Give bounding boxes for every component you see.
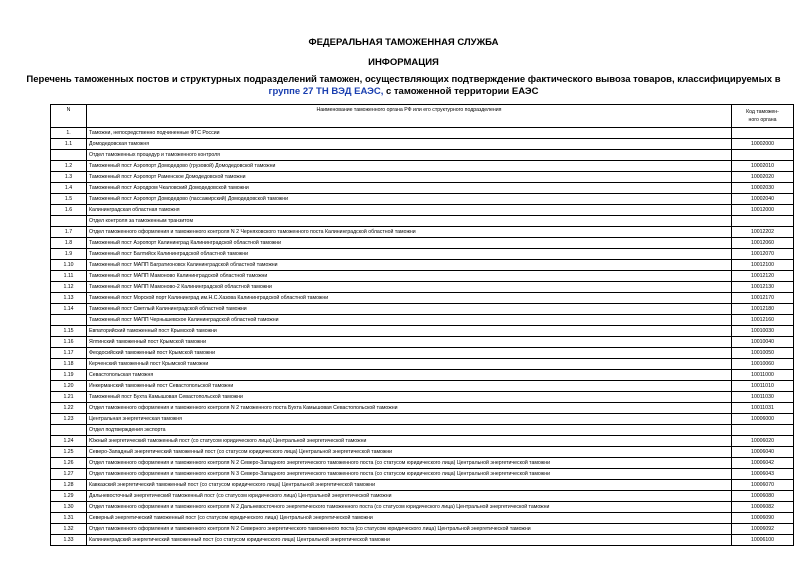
row-number: 1.33 bbox=[51, 535, 87, 546]
table-row bbox=[51, 150, 794, 161]
row-number: 1.31 bbox=[51, 513, 87, 524]
table-row bbox=[51, 293, 794, 304]
row-code: 10012130 bbox=[732, 282, 794, 293]
table-row bbox=[51, 392, 794, 403]
row-name: Таможни, непосредственно подчиненные ФТС России bbox=[87, 128, 732, 139]
row-number bbox=[51, 315, 87, 326]
row-number: 1.15 bbox=[51, 326, 87, 337]
row-name: Таможенный пост МАПП Мамоново-2 Калининградской областной таможни bbox=[87, 282, 732, 293]
row-code: 10006043 bbox=[732, 469, 794, 480]
row-code: 10011030 bbox=[732, 392, 794, 403]
tnved-group-link[interactable]: группе 27 ТН ВЭД ЕАЭС, bbox=[268, 86, 384, 97]
title-line-1: Перечень таможенных постов и структурных подразделений таможен, осуществляющих подтверждение фактического вывоза товаров, классифицируемых в bbox=[26, 74, 781, 85]
row-name: Отдел контроля за таможенным транзитом bbox=[87, 216, 732, 227]
row-name: Таможенный пост Аэропорт Калининград Калининградской областной таможни bbox=[87, 238, 732, 249]
row-name: Таможенный пост Аэропорт Домодедово (пассажирский) Домодедовской таможни bbox=[87, 194, 732, 205]
row-code: 10012000 bbox=[732, 205, 794, 216]
row-name: Евпаторийский таможенный пост Крымской таможни bbox=[87, 326, 732, 337]
row-number: 1.18 bbox=[51, 359, 87, 370]
row-code: 10010050 bbox=[732, 348, 794, 359]
row-number: 1.11 bbox=[51, 271, 87, 282]
table-row bbox=[51, 491, 794, 502]
table-row bbox=[51, 480, 794, 491]
row-code: 10006080 bbox=[732, 491, 794, 502]
row-name: Таможенный пост Светлый Калининградской областной таможни bbox=[87, 304, 732, 315]
table-row bbox=[51, 513, 794, 524]
row-number: 1.1 bbox=[51, 139, 87, 150]
table-row bbox=[51, 271, 794, 282]
table-row bbox=[51, 172, 794, 183]
row-number: 1.29 bbox=[51, 491, 87, 502]
row-number bbox=[51, 216, 87, 227]
row-code: 10002030 bbox=[732, 183, 794, 194]
row-code: 10002010 bbox=[732, 161, 794, 172]
table-row bbox=[51, 337, 794, 348]
row-code: 10012180 bbox=[732, 304, 794, 315]
row-number: 1.25 bbox=[51, 447, 87, 458]
row-code: 10012120 bbox=[732, 271, 794, 282]
row-name: Инкерманский таможенный пост Севастопольской таможни bbox=[87, 381, 732, 392]
row-number: 1.32 bbox=[51, 524, 87, 535]
table-row bbox=[51, 535, 794, 546]
info-heading: ИНФОРМАЦИЯ bbox=[368, 57, 439, 68]
row-code: 10002020 bbox=[732, 172, 794, 183]
customs-table bbox=[50, 104, 794, 546]
row-number: 1.30 bbox=[51, 502, 87, 513]
row-code: 10011010 bbox=[732, 381, 794, 392]
table-row bbox=[51, 139, 794, 150]
row-code bbox=[732, 216, 794, 227]
row-name: Южный энергетический таможенный пост (со статусом юридического лица) Центральной энергетической таможни bbox=[87, 436, 732, 447]
row-code: 10012202 bbox=[732, 227, 794, 238]
row-code: 10012060 bbox=[732, 238, 794, 249]
table-row bbox=[51, 524, 794, 535]
row-name: Калининградская областная таможня bbox=[87, 205, 732, 216]
col-header-code bbox=[732, 105, 794, 128]
row-name: Центральная энергетическая таможня bbox=[87, 414, 732, 425]
row-name: Отдел таможенного оформления и таможенного контроля N 3 Северо-Западного энергетического таможенного поста (со статусом юридического лица) Центральной энергетической таможни bbox=[87, 469, 732, 480]
table-row bbox=[51, 403, 794, 414]
row-code: 10006090 bbox=[732, 513, 794, 524]
row-code: 10006092 bbox=[732, 524, 794, 535]
table-row bbox=[51, 370, 794, 381]
row-code: 10006020 bbox=[732, 436, 794, 447]
row-number: 1.14 bbox=[51, 304, 87, 315]
table-row bbox=[51, 205, 794, 216]
table-row bbox=[51, 315, 794, 326]
table-row bbox=[51, 128, 794, 139]
row-name: Отдел таможенного оформления и таможенного контроля N 2 Северного энергетического таможенного поста (со статусом юридического лица) Центральной энергетической таможни bbox=[87, 524, 732, 535]
title-line-2 bbox=[0, 86, 807, 97]
row-number: 1.20 bbox=[51, 381, 87, 392]
row-name: Отдел подтверждения экспорта bbox=[87, 425, 732, 436]
row-code: 10006070 bbox=[732, 480, 794, 491]
row-code bbox=[732, 425, 794, 436]
row-number: 1.23 bbox=[51, 414, 87, 425]
row-number: 1.26 bbox=[51, 458, 87, 469]
table-row bbox=[51, 282, 794, 293]
table-row bbox=[51, 183, 794, 194]
row-code: 10006082 bbox=[732, 502, 794, 513]
row-name: Керченский таможенный пост Крымской таможни bbox=[87, 359, 732, 370]
row-number: 1.2 bbox=[51, 161, 87, 172]
col-header-code-line: Код таможен- bbox=[746, 109, 779, 115]
row-name: Таможенный пост МАПП Мамоново Калининградской областной таможни bbox=[87, 271, 732, 282]
table-row bbox=[51, 447, 794, 458]
table-row bbox=[51, 436, 794, 447]
row-number: 1.16 bbox=[51, 337, 87, 348]
table-row bbox=[51, 304, 794, 315]
row-number: 1.12 bbox=[51, 282, 87, 293]
row-number bbox=[51, 425, 87, 436]
org-name: ФЕДЕРАЛЬНАЯ ТАМОЖЕННАЯ СЛУЖБА bbox=[308, 37, 499, 48]
row-name: Таможенный пост Аэродром Чкаловский Домодедовской таможни bbox=[87, 183, 732, 194]
row-number: 1.7 bbox=[51, 227, 87, 238]
table-row bbox=[51, 238, 794, 249]
table-row bbox=[51, 194, 794, 205]
row-number: 1.21 bbox=[51, 392, 87, 403]
col-header-code-line: ного органа bbox=[748, 117, 777, 123]
row-name: Отдел таможенного оформления и таможенного контроля N 2 Северо-Западного энергетического таможенного поста (со статусом юридического лица) Центральной энергетической таможни bbox=[87, 458, 732, 469]
row-name: Севастопольская таможня bbox=[87, 370, 732, 381]
row-name: Таможенный пост МАПП Чернышевское Калининградской областной таможни bbox=[87, 315, 732, 326]
row-number: 1.10 bbox=[51, 260, 87, 271]
row-code: 10011031 bbox=[732, 403, 794, 414]
table-row bbox=[51, 458, 794, 469]
row-code: 10011000 bbox=[732, 370, 794, 381]
table-row bbox=[51, 381, 794, 392]
row-code: 10002040 bbox=[732, 194, 794, 205]
row-number: 1.24 bbox=[51, 436, 87, 447]
table-row bbox=[51, 260, 794, 271]
row-number: 1.6 bbox=[51, 205, 87, 216]
row-code: 10006000 bbox=[732, 414, 794, 425]
table-row bbox=[51, 348, 794, 359]
row-number: 1.9 bbox=[51, 249, 87, 260]
table-row bbox=[51, 249, 794, 260]
row-number: 1.19 bbox=[51, 370, 87, 381]
row-code: 10006040 bbox=[732, 447, 794, 458]
table-row bbox=[51, 425, 794, 436]
row-name: Домодедовская таможня bbox=[87, 139, 732, 150]
table-row bbox=[51, 161, 794, 172]
row-code bbox=[732, 150, 794, 161]
row-name: Таможенный пост Аэропорт Домодедово (грузовой) Домодедовской таможни bbox=[87, 161, 732, 172]
row-number: 1.27 bbox=[51, 469, 87, 480]
row-number: 1.17 bbox=[51, 348, 87, 359]
row-number: 1.28 bbox=[51, 480, 87, 491]
row-name: Калининградский энергетический таможенный пост (со статусом юридического лица) Центральной энергетической таможни bbox=[87, 535, 732, 546]
row-code: 10006042 bbox=[732, 458, 794, 469]
row-name: Отдел таможенного оформления и таможенного контроля N 2 Черняховского таможенного поста Калининградской областной таможни bbox=[87, 227, 732, 238]
row-code: 10012160 bbox=[732, 315, 794, 326]
row-name: Отдел таможенных процедур и таможенного контроля bbox=[87, 150, 732, 161]
table-row bbox=[51, 469, 794, 480]
row-name: Северо-Западный энергетический таможенный пост (со статусом юридического лица) Центральной энергетической таможни bbox=[87, 447, 732, 458]
row-name: Таможенный пост Аэропорт Раменское Домодедовской таможни bbox=[87, 172, 732, 183]
row-code: 10010060 bbox=[732, 359, 794, 370]
row-name: Феодосийский таможенный пост Крымской таможни bbox=[87, 348, 732, 359]
table-row bbox=[51, 326, 794, 337]
row-code: 10002000 bbox=[732, 139, 794, 150]
row-code bbox=[732, 128, 794, 139]
row-name: Таможенный пост Балтийск Калининградской областной таможни bbox=[87, 249, 732, 260]
row-code: 10012070 bbox=[732, 249, 794, 260]
row-name: Отдел таможенного оформления и таможенного контроля N 2 таможенного поста Бухта Камышовая Севастопольской таможни bbox=[87, 403, 732, 414]
table-row bbox=[51, 359, 794, 370]
table-header-row bbox=[51, 105, 794, 128]
row-name: Таможенный пост МАПП Багратионовск Калининградской областной таможни bbox=[87, 260, 732, 271]
row-number bbox=[51, 150, 87, 161]
row-code: 10006100 bbox=[732, 535, 794, 546]
row-code: 10010030 bbox=[732, 326, 794, 337]
row-name: Ялтинский таможенный пост Крымской таможни bbox=[87, 337, 732, 348]
row-name: Таможенный пост Морской порт Калининград им.Н.С.Хазова Калининградской областной таможни bbox=[87, 293, 732, 304]
title-rest: с таможенной территории ЕАЭС bbox=[383, 86, 539, 97]
row-code: 10012170 bbox=[732, 293, 794, 304]
row-number: 1.3 bbox=[51, 172, 87, 183]
row-code: 10012100 bbox=[732, 260, 794, 271]
row-name: Дальневосточный энергетический таможенный пост (со статусом юридического лица) Центральной энергетической таможни bbox=[87, 491, 732, 502]
table-body bbox=[51, 128, 794, 546]
row-name: Отдел таможенного оформления и таможенного контроля N 2 Дальневосточного энергетического таможенного поста (со статусом юридического лица) Центральной энергетической таможни bbox=[87, 502, 732, 513]
table-row bbox=[51, 227, 794, 238]
row-code: 10010040 bbox=[732, 337, 794, 348]
row-number: 1.5 bbox=[51, 194, 87, 205]
table-row bbox=[51, 414, 794, 425]
row-name: Таможенный пост Бухта Камышовая Севастопольской таможни bbox=[87, 392, 732, 403]
row-name: Северный энергетический таможенный пост (со статусом юридического лица) Центральной энергетической таможни bbox=[87, 513, 732, 524]
row-name: Кавказский энергетический таможенный пост (со статусом юридического лица) Центральной энергетической таможни bbox=[87, 480, 732, 491]
col-header-name: Наименование таможенного органа РФ или его структурного подразделения bbox=[87, 105, 732, 128]
table-row bbox=[51, 502, 794, 513]
table-row bbox=[51, 216, 794, 227]
col-header-num: N bbox=[51, 105, 87, 128]
row-number: 1. bbox=[51, 128, 87, 139]
row-number: 1.8 bbox=[51, 238, 87, 249]
row-number: 1.4 bbox=[51, 183, 87, 194]
row-number: 1.13 bbox=[51, 293, 87, 304]
row-number: 1.22 bbox=[51, 403, 87, 414]
